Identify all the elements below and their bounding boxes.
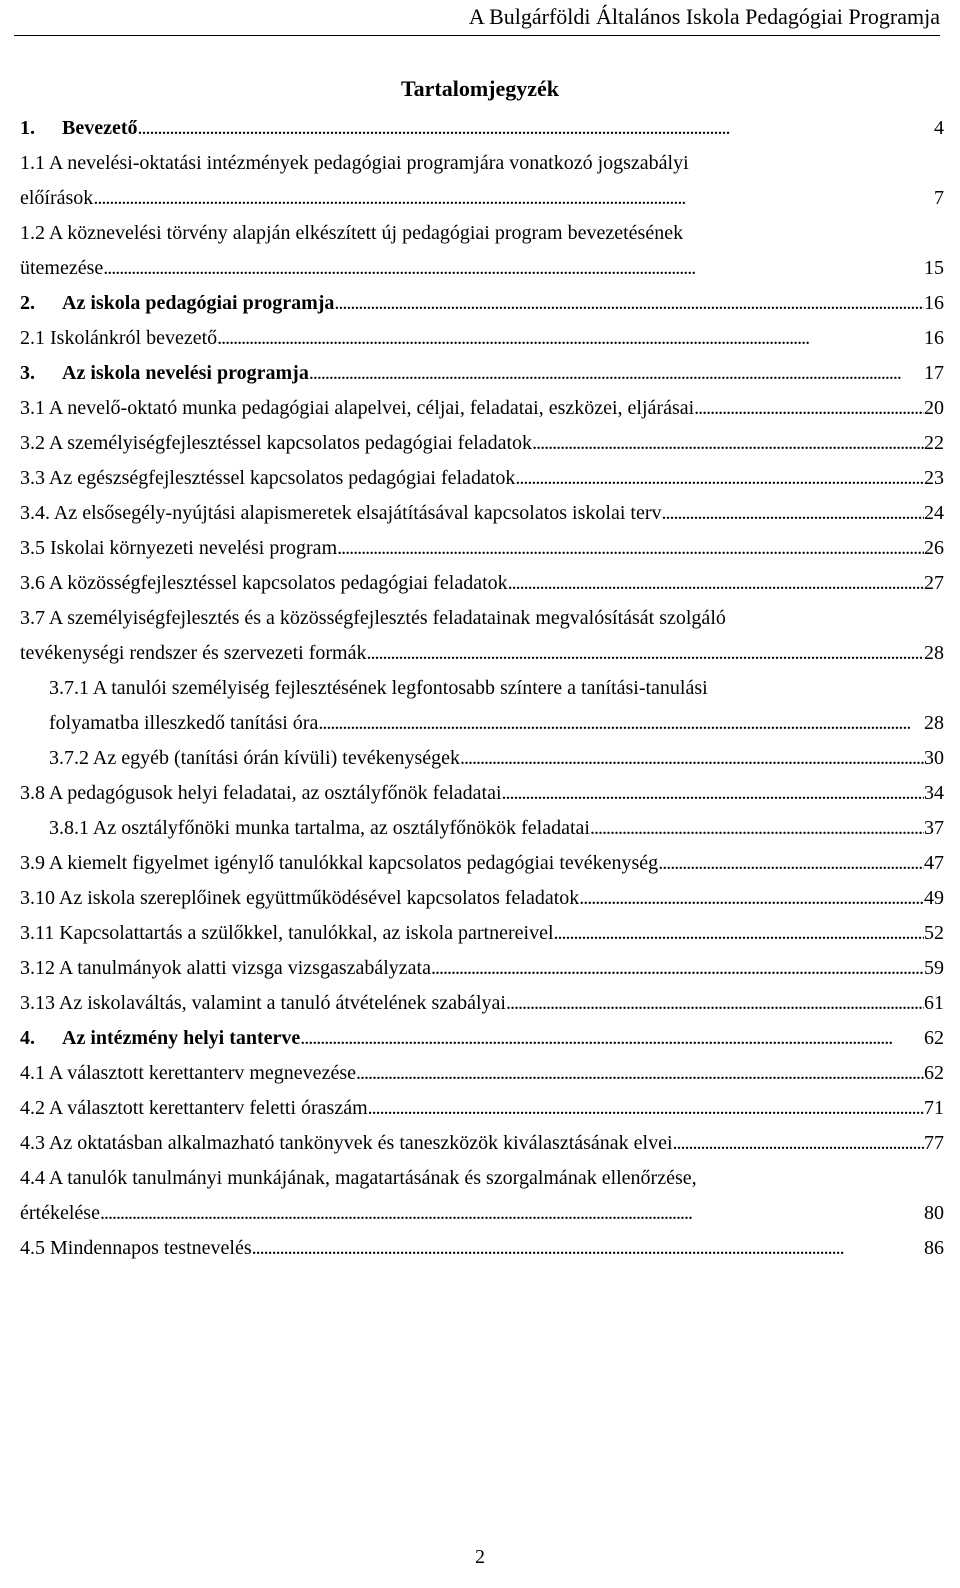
toc-entry-page: 23 bbox=[924, 467, 944, 489]
toc-entry-label bbox=[49, 814, 590, 842]
toc-entry-text: 4.3 Az oktatásban alkalmazható tankönyvek és taneszközök kiválasztásának elvei bbox=[20, 1132, 673, 1154]
toc-entry-label bbox=[20, 1024, 300, 1052]
toc-entry[interactable] bbox=[20, 702, 944, 737]
toc-entry-page: 16 bbox=[924, 292, 944, 314]
toc-entry-text: 2.1 Iskolánkról bevezető bbox=[20, 327, 218, 349]
dot-leader bbox=[138, 114, 934, 142]
toc-entry-page: 80 bbox=[924, 1202, 944, 1224]
dot-leader bbox=[252, 1234, 924, 1262]
dot-leader bbox=[554, 919, 924, 947]
toc-entry[interactable] bbox=[20, 632, 944, 667]
dot-leader bbox=[431, 954, 924, 982]
toc-entry-text: 3.7.2 Az egyéb (tanítási órán kívüli) tevékenységek bbox=[49, 747, 460, 769]
toc-entry-label bbox=[20, 779, 502, 807]
toc-entry-page: 26 bbox=[924, 537, 944, 559]
toc-entry[interactable] bbox=[20, 492, 944, 527]
toc-entry-label bbox=[20, 254, 103, 282]
toc-entry-page: 28 bbox=[924, 712, 944, 734]
toc-entry[interactable] bbox=[20, 772, 944, 807]
toc-entry-label bbox=[20, 429, 532, 457]
toc-entry-label bbox=[20, 989, 506, 1017]
dot-leader bbox=[508, 569, 924, 597]
toc-entry-text: előírások bbox=[20, 187, 94, 209]
toc-entry-page: 62 bbox=[924, 1027, 944, 1049]
toc-entry-page: 22 bbox=[924, 432, 944, 454]
toc-entry-text: 3.7 A személyiségfejlesztés és a közösségfejlesztés feladatainak megvalósítását szolgáló bbox=[20, 607, 726, 629]
toc-entry-page: 47 bbox=[924, 852, 944, 874]
table-of-contents bbox=[20, 107, 944, 1262]
toc-entry[interactable] bbox=[20, 387, 944, 422]
dot-leader bbox=[506, 989, 924, 1017]
toc-entry-label bbox=[20, 499, 661, 527]
toc-entry-first-line bbox=[20, 212, 944, 247]
toc-entry[interactable] bbox=[20, 422, 944, 457]
toc-entry-page: 27 bbox=[924, 572, 944, 594]
dot-leader bbox=[515, 464, 924, 492]
toc-entry[interactable] bbox=[20, 527, 944, 562]
toc-entry[interactable] bbox=[20, 352, 944, 387]
toc-entry-label bbox=[20, 1234, 252, 1262]
toc-entry-page: 49 bbox=[924, 887, 944, 909]
toc-entry-text: értékelése bbox=[20, 1202, 100, 1224]
toc-entry-text: 3.3 Az egészségfejlesztéssel kapcsolatos pedagógiai feladatok bbox=[20, 467, 516, 489]
toc-entry-label bbox=[49, 709, 318, 737]
toc-entry-text: 3.8 A pedagógusok helyi feladatai, az osztályfőnök feladatai bbox=[20, 782, 502, 804]
toc-entry-label bbox=[20, 1094, 368, 1122]
toc-entry-text: 3.7.1 A tanulói személyiség fejlesztésének legfontosabb színtere a tanítási-tanulási bbox=[49, 677, 708, 699]
toc-entry-label bbox=[20, 114, 138, 142]
dot-leader bbox=[368, 1094, 924, 1122]
toc-entry[interactable] bbox=[20, 982, 944, 1017]
toc-entry-page: 52 bbox=[924, 922, 944, 944]
dot-leader bbox=[337, 534, 924, 562]
toc-entry[interactable] bbox=[20, 912, 944, 947]
toc-entry[interactable] bbox=[20, 877, 944, 912]
toc-entry-label bbox=[20, 639, 367, 667]
dot-leader bbox=[694, 394, 924, 422]
dot-leader bbox=[579, 884, 924, 912]
toc-entry-label bbox=[20, 534, 337, 562]
toc-entry-page: 86 bbox=[924, 1237, 944, 1259]
toc-entry-page: 71 bbox=[924, 1097, 944, 1119]
toc-entry-text: 3.11 Kapcsolattartás a szülőkkel, tanulókkal, az iskola partnereivel bbox=[20, 922, 554, 944]
toc-entry-text: ütemezése bbox=[20, 257, 104, 279]
toc-entry-number: 4. bbox=[20, 1027, 35, 1049]
dot-leader bbox=[217, 324, 924, 352]
toc-entry-text: 3.1 A nevelő-oktató munka pedagógiai alapelvei, céljai, feladatai, eszközei, eljárásai bbox=[20, 397, 695, 419]
toc-entry-page: 20 bbox=[924, 397, 944, 419]
toc-entry-text: 4.4 A tanulók tanulmányi munkájának, magatartásának és szorgalmának ellenőrzése, bbox=[20, 1167, 697, 1189]
toc-entry-label bbox=[20, 289, 334, 317]
toc-entry-number: 1. bbox=[20, 117, 35, 139]
toc-entry[interactable] bbox=[20, 317, 944, 352]
dot-leader bbox=[590, 814, 924, 842]
toc-entry-text: 3.13 Az iskolaváltás, valamint a tanuló átvételének szabályai bbox=[20, 992, 506, 1014]
toc-entry[interactable] bbox=[20, 562, 944, 597]
toc-entry[interactable] bbox=[20, 457, 944, 492]
dot-leader bbox=[460, 744, 924, 772]
toc-entry-label bbox=[20, 884, 579, 912]
toc-entry-text: 3.4. Az elsősegély-nyújtási alapismeretek elsajátításával kapcsolatos iskolai terv bbox=[20, 502, 662, 524]
toc-entry-label bbox=[49, 744, 460, 772]
dot-leader bbox=[309, 359, 924, 387]
toc-entry-label bbox=[20, 919, 554, 947]
toc-title: Tartalomjegyzék bbox=[400, 76, 560, 101]
toc-entry-text: 4.1 A választott kerettanterv megnevezése bbox=[20, 1062, 356, 1084]
toc-entry-page: 16 bbox=[924, 327, 944, 349]
toc-entry-page: 7 bbox=[934, 187, 944, 209]
toc-entry[interactable] bbox=[20, 1122, 944, 1157]
toc-entry[interactable] bbox=[20, 1087, 944, 1122]
toc-entry-page: 30 bbox=[924, 747, 944, 769]
dot-leader bbox=[93, 184, 934, 212]
toc-entry[interactable] bbox=[20, 1192, 944, 1227]
toc-entry-page: 4 bbox=[934, 117, 944, 139]
toc-entry-text: 3.5 Iskolai környezeti nevelési program bbox=[20, 537, 338, 559]
toc-entry[interactable] bbox=[20, 947, 944, 982]
toc-entry-label bbox=[20, 569, 508, 597]
running-header: A Bulgárföldi Általános Iskola Pedagógiai Programja bbox=[468, 4, 940, 29]
toc-entry-page: 37 bbox=[924, 817, 944, 839]
toc-entry-text: 1.1 A nevelési-oktatási intézmények pedagógiai programjára vonatkozó jogszabályi bbox=[20, 152, 689, 174]
dot-leader bbox=[673, 1129, 924, 1157]
toc-entry-number: 3. bbox=[20, 362, 35, 384]
toc-entry-label bbox=[20, 394, 694, 422]
toc-entry-text: 4.2 A választott kerettanterv feletti óraszám bbox=[20, 1097, 368, 1119]
header-rule bbox=[14, 35, 940, 36]
toc-entry-text: 4.5 Mindennapos testnevelés bbox=[20, 1237, 252, 1259]
dot-leader bbox=[100, 1199, 924, 1227]
toc-entry-number: 2. bbox=[20, 292, 35, 314]
toc-entry-label bbox=[20, 1199, 100, 1227]
toc-entry-page: 28 bbox=[924, 642, 944, 664]
toc-entry-label bbox=[20, 954, 431, 982]
toc-entry-text: folyamatba illeszkedő tanítási óra bbox=[49, 712, 319, 734]
toc-entry-first-line bbox=[20, 1157, 944, 1192]
dot-leader bbox=[334, 289, 924, 317]
toc-entry[interactable] bbox=[20, 282, 944, 317]
toc-entry[interactable] bbox=[20, 1052, 944, 1087]
dot-leader bbox=[661, 499, 924, 527]
toc-entry-page: 15 bbox=[924, 257, 944, 279]
dot-leader bbox=[356, 1059, 924, 1087]
toc-entry-text: Bevezető bbox=[62, 117, 138, 139]
toc-entry-label bbox=[20, 184, 93, 212]
toc-entry-label bbox=[20, 464, 515, 492]
dot-leader bbox=[532, 429, 924, 457]
toc-entry[interactable] bbox=[20, 177, 944, 212]
dot-leader bbox=[658, 849, 924, 877]
dot-leader bbox=[318, 709, 924, 737]
toc-entry-page: 62 bbox=[924, 1062, 944, 1084]
toc-entry-label bbox=[20, 1059, 356, 1087]
toc-entry-text: 3.6 A közösségfejlesztéssel kapcsolatos pedagógiai feladatok bbox=[20, 572, 508, 594]
toc-entry-text: 1.2 A köznevelési törvény alapján elkészített új pedagógiai program bevezetésének bbox=[20, 222, 684, 244]
dot-leader bbox=[103, 254, 924, 282]
toc-entry[interactable] bbox=[20, 247, 944, 282]
toc-entry-text: Az intézmény helyi tanterve bbox=[62, 1027, 301, 1049]
toc-entry[interactable] bbox=[20, 1227, 944, 1262]
toc-entry-first-line bbox=[20, 597, 944, 632]
toc-entry[interactable] bbox=[20, 1017, 944, 1052]
toc-entry[interactable] bbox=[20, 842, 944, 877]
toc-entry-label bbox=[20, 849, 658, 877]
toc-entry-page: 17 bbox=[924, 362, 944, 384]
toc-entry-text: Az iskola nevelési programja bbox=[62, 362, 309, 384]
toc-entry-page: 34 bbox=[924, 782, 944, 804]
toc-entry-page: 61 bbox=[924, 992, 944, 1014]
toc-entry-first-line bbox=[20, 667, 944, 702]
toc-entry[interactable] bbox=[20, 807, 944, 842]
toc-entry[interactable] bbox=[20, 107, 944, 142]
toc-entry-text: Az iskola pedagógiai programja bbox=[62, 292, 335, 314]
toc-entry-page: 24 bbox=[924, 502, 944, 524]
toc-entry-page: 59 bbox=[924, 957, 944, 979]
toc-entry-text: 3.12 A tanulmányok alatti vizsga vizsgaszabályzata bbox=[20, 957, 431, 979]
dot-leader bbox=[367, 639, 925, 667]
toc-entry-text: 3.9 A kiemelt figyelmet igénylő tanulókkal kapcsolatos pedagógiai tevékenység bbox=[20, 852, 659, 874]
toc-entry[interactable] bbox=[20, 737, 944, 772]
page-number: 2 bbox=[475, 1546, 485, 1568]
toc-entry-label bbox=[20, 324, 217, 352]
toc-entry-label bbox=[20, 1129, 673, 1157]
dot-leader bbox=[502, 779, 924, 807]
toc-entry-text: 3.10 Az iskola szereplőinek együttműködésével kapcsolatos feladatok bbox=[20, 887, 580, 909]
toc-entry-first-line bbox=[20, 142, 944, 177]
dot-leader bbox=[300, 1024, 924, 1052]
toc-entry-text: 3.8.1 Az osztályfőnöki munka tartalma, az osztályfőnökök feladatai bbox=[49, 817, 590, 839]
toc-entry-page: 77 bbox=[924, 1132, 944, 1154]
toc-entry-text: 3.2 A személyiségfejlesztéssel kapcsolatos pedagógiai feladatok bbox=[20, 432, 533, 454]
toc-entry-text: tevékenységi rendszer és szervezeti formák bbox=[20, 642, 367, 664]
toc-entry-label bbox=[20, 359, 309, 387]
